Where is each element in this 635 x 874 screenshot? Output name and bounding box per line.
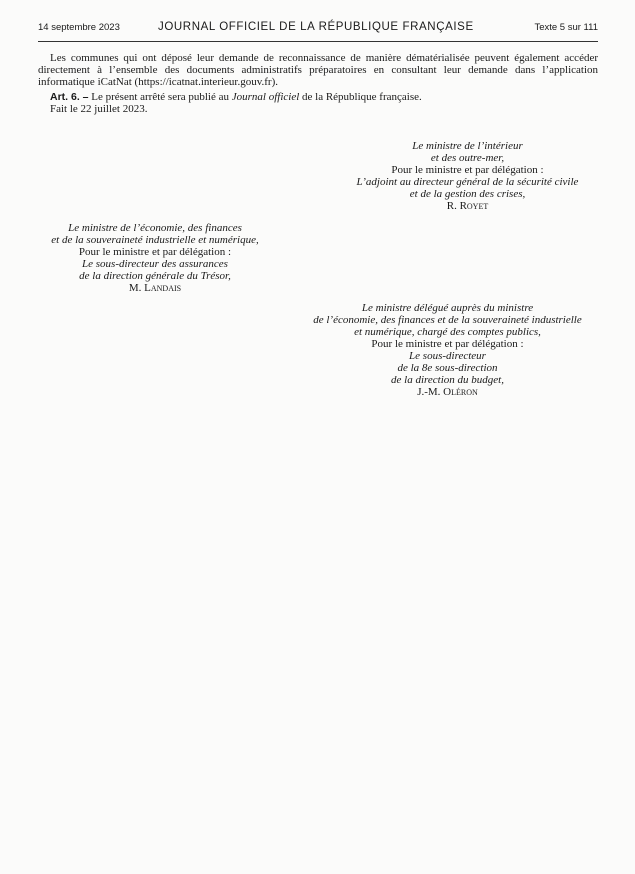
sig-comptes-line1: Le ministre délégué auprès du ministre: [361, 302, 534, 314]
article-6-journal: Journal officiel: [231, 91, 300, 103]
document-body: [38, 52, 598, 115]
sig-comptes-line5: Le sous-directeur: [409, 350, 486, 362]
sig-comptes-line6: de la 8e sous-direction: [397, 362, 498, 374]
sig-comptes-line3: et numérique, chargé des comptes publics,: [354, 326, 541, 338]
sig-interior-line4: L’adjoint au directeur général de la sécurité civile: [356, 176, 579, 188]
sig-comptes-line4: Pour le ministre et par délégation :: [371, 338, 524, 350]
article-6: [38, 91, 598, 103]
header-date: 14 septembre 2023: [38, 22, 120, 33]
signature-block-interior: [330, 140, 605, 212]
signature-block-economie: [30, 222, 280, 294]
fait-le: Fait le 22 juillet 2023.: [50, 103, 148, 115]
para1-line2: accéder directement à l’ensemble des documents administratifs préparatoires en consultant leur demande dans: [38, 52, 598, 76]
sig-interior-line1: Le ministre de l’intérieur: [412, 140, 523, 152]
header-rule: [38, 41, 598, 42]
para1-line1: Les communes qui ont déposé leur demande de reconnaissance de manière dématérialisée peuvent également: [50, 52, 560, 64]
para1-line3: l’application informatique iCatNat (https://icatnat.interieur.gouv.fr).: [38, 64, 598, 88]
sig-economie-line1: Le ministre de l’économie, des finances: [68, 222, 242, 234]
sig-comptes-line7: de la direction du budget,: [391, 374, 504, 386]
paragraph-communes: [38, 52, 598, 88]
article-6-text-b: de la République française.: [299, 91, 422, 103]
sig-economie-line5: de la direction générale du Trésor,: [79, 270, 231, 282]
sig-interior-line5: et de la gestion des crises,: [409, 188, 526, 200]
page-header: [38, 22, 598, 36]
header-journal-title: JOURNAL OFFICIEL DE LA RÉPUBLIQUE FRANÇAISE: [158, 21, 474, 33]
sig-interior-line2: et des outre-mer,: [430, 152, 505, 164]
signature-block-comptes-publics: [290, 302, 605, 398]
sig-comptes-line2: de l’économie, des finances et de la souveraineté industrielle: [313, 314, 582, 326]
sig-interior-name: R. Royet: [446, 200, 489, 212]
header-page-indicator: Texte 5 sur 111: [534, 22, 598, 33]
sig-economie-line2: et de la souveraineté industrielle et numérique,: [51, 234, 259, 246]
sig-economie-line4: Le sous-directeur des assurances: [82, 258, 228, 270]
article-6-text-a: Le présent arrêté sera publié au: [88, 91, 232, 103]
article-6-label: Art. 6. –: [50, 91, 89, 103]
sig-economie-name: M. Landais: [128, 282, 182, 294]
sig-economie-line3: Pour le ministre et par délégation :: [78, 246, 232, 258]
sig-interior-line3: Pour le ministre et par délégation :: [391, 164, 544, 176]
sig-comptes-name: J.-M. Oléron: [417, 386, 478, 398]
